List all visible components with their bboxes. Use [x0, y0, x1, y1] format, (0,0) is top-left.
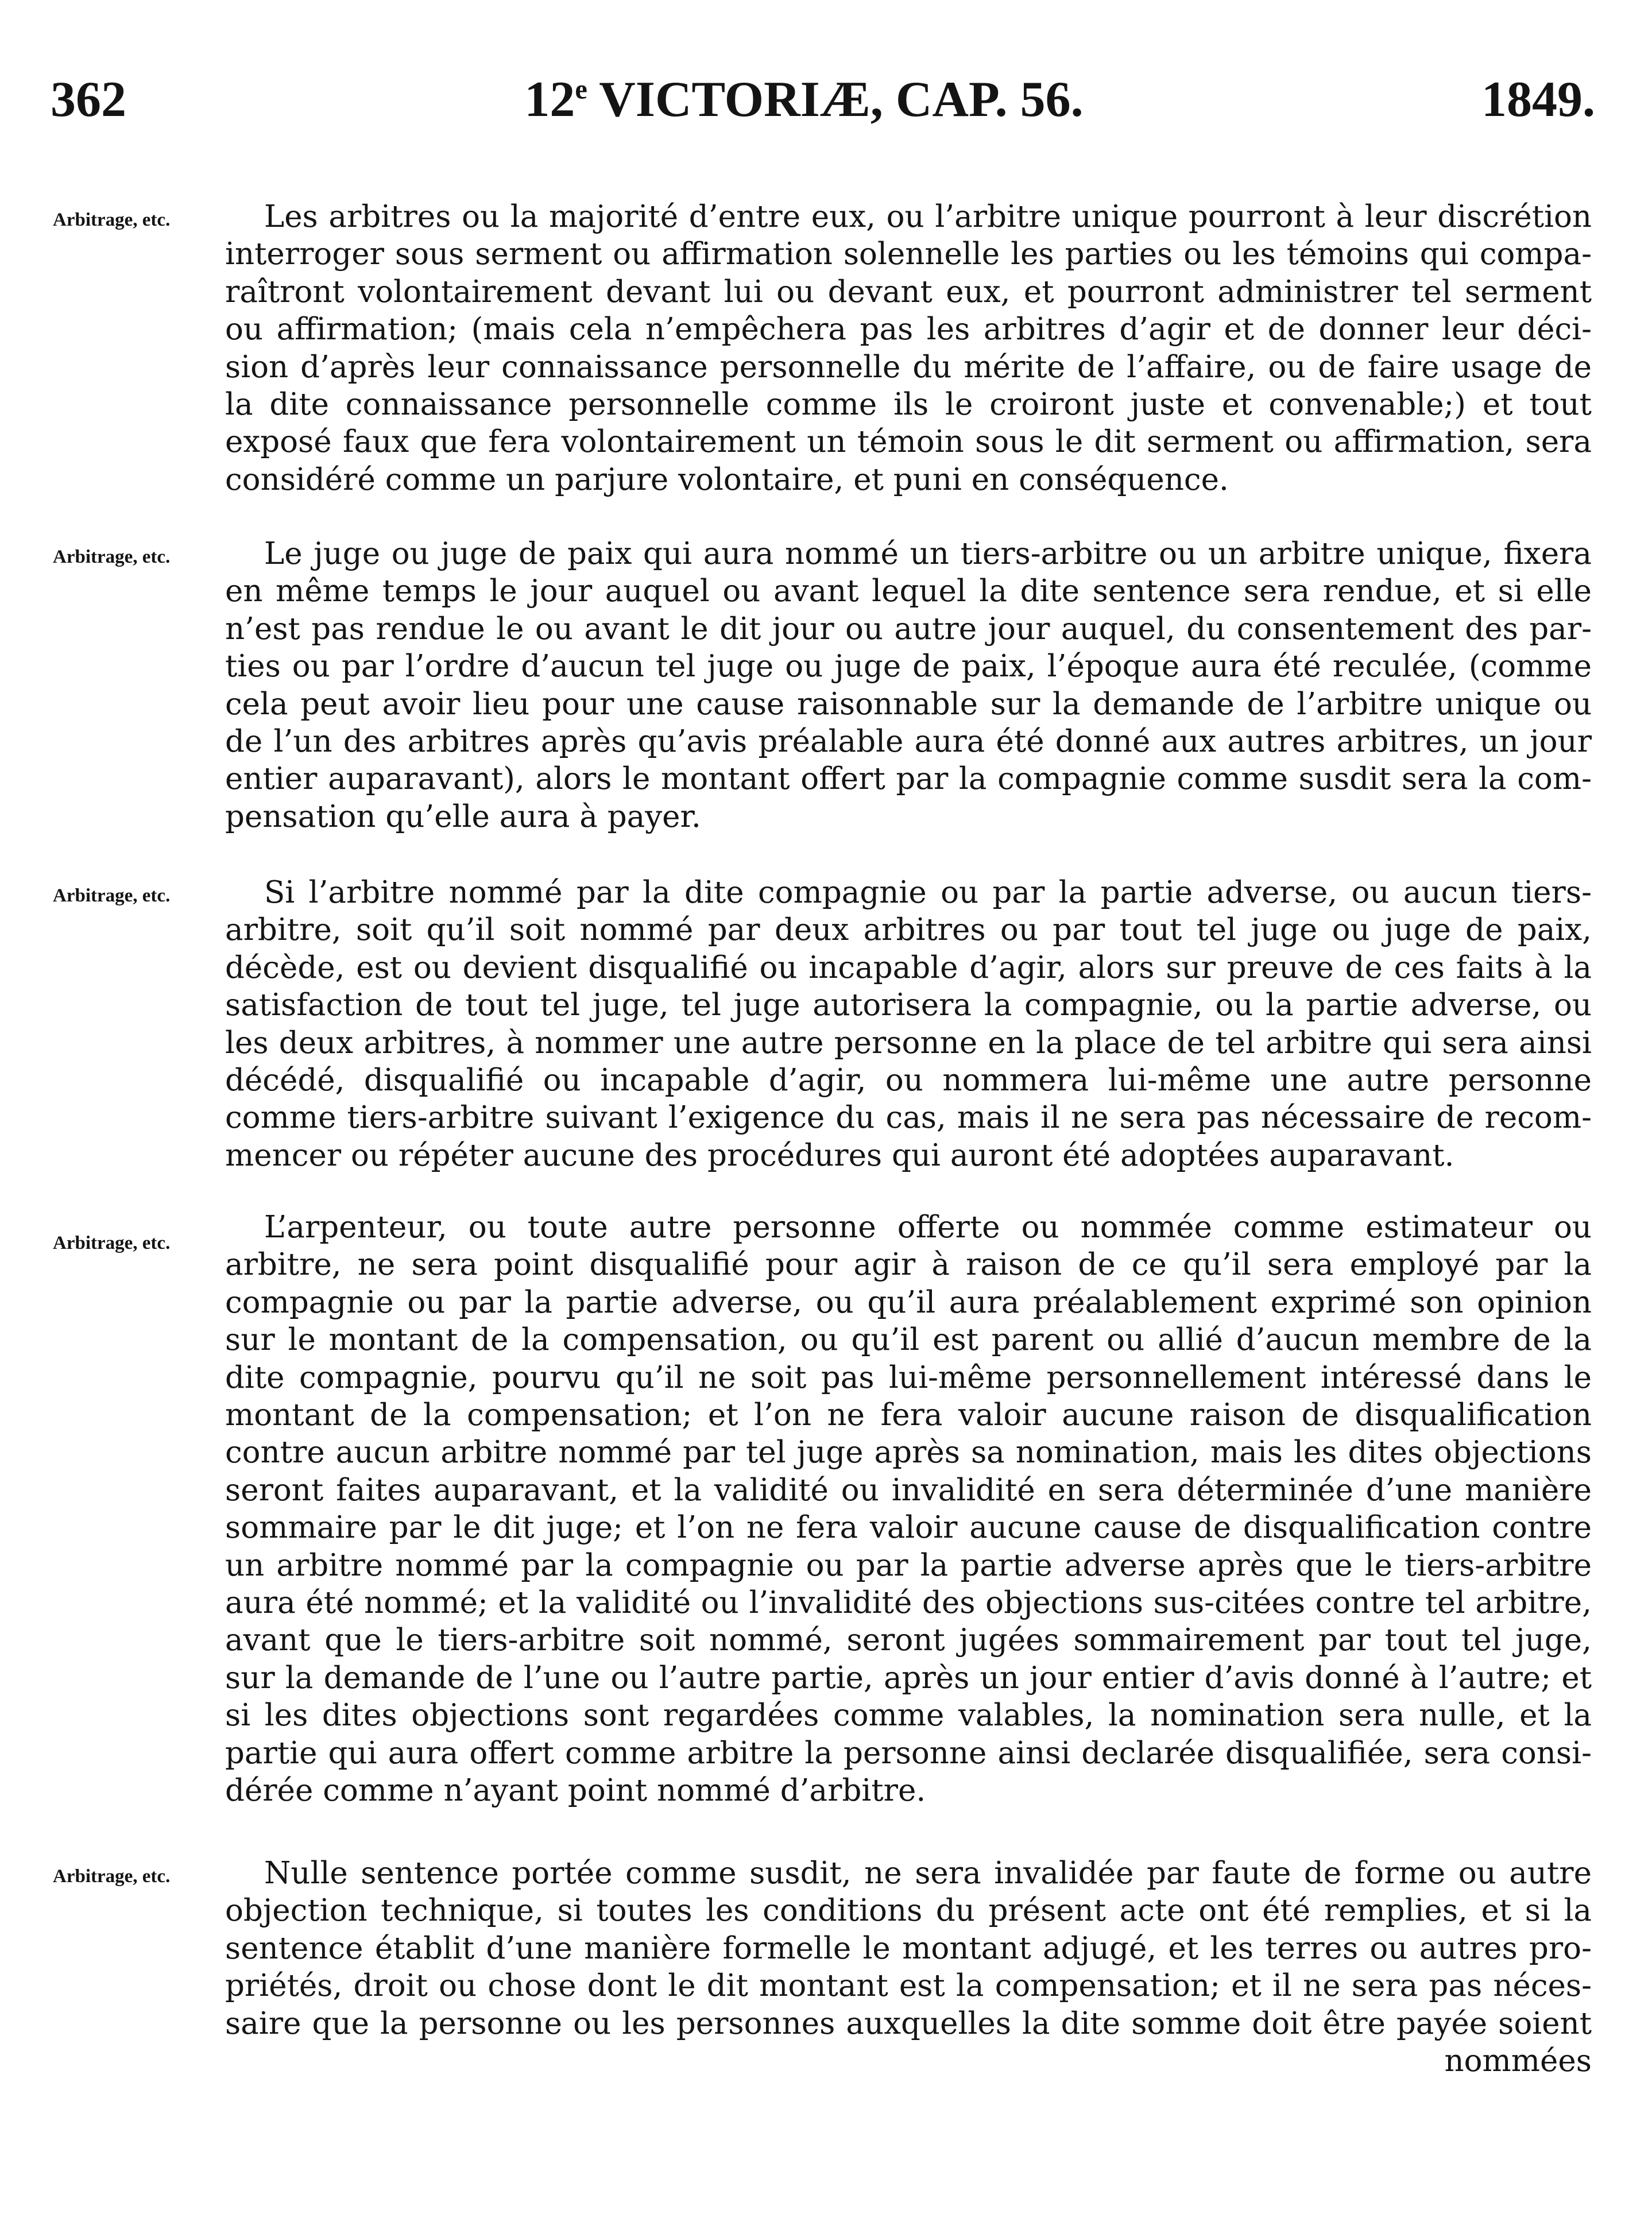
margin-note: Arbitrage, etc.	[53, 210, 171, 230]
paragraph: Nulle sentence portée comme susdit, ne sera invalidée par faute de forme ou autre objection technique, si toutes les conditions du présent acte ont été remplies, et si la sentence établit d’une manière formelle le montant adjugé, et les terres ou autres pro-priétés, droit ou chose dont le dit montant est la compensation; et il ne sera pas néces-saire que la personne ou les personnes auxquelles la dite somme doit être payée soient nommées	[225, 1856, 1592, 2079]
paragraph: Le juge ou juge de paix qui aura nommé un tiers-arbitre ou un arbitre unique, fixera en même temps le jour auquel ou avant lequel la dite sentence sera rendue, et si elle n’est pas rendue le ou avant le dit jour ou autre jour auquel, du consentement des par-ties ou par l’ordre d’aucun tel juge ou juge de paix, l’époque aura été reculée, (comme cela peut avoir lieu pour une cause raisonnable sur la demande de l’arbitre unique ou de l’un des arbitres après qu’avis préalable aura été donné aux autres arbitres, un jour entier auparavant), alors le montant offert par la compagnie comme susdit sera la com-pensation qu’elle aura à payer.	[225, 536, 1592, 834]
year: 1849.	[1481, 72, 1595, 127]
page-header	[51, 72, 1595, 144]
paragraph: L’arpenteur, ou toute autre personne offerte ou nommée comme estimateur ou arbitre, ne sera point disqualifié pour agir à raison de ce qu’il sera employé par la compagnie ou par la partie adverse, ou qu’il aura préalablement exprimé son opinion sur le montant de la compensation, ou qu’il est parent ou allié d’aucun membre de la dite compagnie, pourvu qu’il ne soit pas lui-même personnellement intéressé dans le montant de la compensation; et l’on ne fera valoir aucune raison de disqualification contre aucun arbitre nommé par tel juge après sa nomination, mais les dites objections seront faites auparavant, et la validité ou invalidité en sera déterminée d’une manière sommaire par le dit juge; et l’on ne fera valoir aucune cause de disqualification contre un arbitre nommé par la compagnie ou par la partie adverse après que le tiers-arbitre aura été nommé; et la validité ou l’invalidité des objections sus-citées contre tel arbitre, avant que le tiers-arbitre soit nommé, seront jugées sommairement par tout tel juge, sur la demande de l’une ou l’autre partie, après un jour entier d’avis donné à l’autre; et si les dites objections sont regardées comme valables, la nomination sera nulle, et la partie qui aura offert comme arbitre la personne ainsi declarée disqualifiée, sera consi-dérée comme n’ayant point nommé d’arbitre.	[225, 1210, 1592, 1809]
running-title	[524, 72, 1084, 127]
title-superscript: e	[575, 74, 587, 105]
margin-note: Arbitrage, etc.	[53, 1233, 171, 1253]
title-main: 12	[524, 72, 575, 127]
paragraph: Si l’arbitre nommé par la dite compagnie ou par la partie adverse, ou aucun tiers-arbitre, soit qu’il soit nommé par deux arbitres ou par tout tel juge ou juge de paix, décède, est ou devient disqualifié ou incapable d’agir, alors sur preuve de ces faits à la satisfaction de tout tel juge, tel juge autorisera la compagnie, ou la partie adverse, ou les deux arbitres, à nommer une autre personne en la place de tel arbitre qui sera ainsi décédé, disqualifié ou incapable d’agir, ou nommera lui-même une autre personne comme tiers-arbitre suivant l’exigence du cas, mais il ne sera pas nécessaire de recom-mencer ou répéter aucune des procédures qui auront été adoptées auparavant.	[225, 875, 1592, 1173]
paragraph: Les arbitres ou la majorité d’entre eux, ou l’arbitre unique pourront à leur discrétion interroger sous serment ou affirmation solennelle les parties ou les témoins qui compa-raîtront volontairement devant lui ou devant eux, et pourront administrer tel serment ou affirmation; (mais cela n’empêchera pas les arbitres d’agir et de donner leur déci-sion d’après leur connaissance personnelle du mérite de l’affaire, ou de faire usage de la dite connaissance personnelle comme ils le croiront juste et convenable;) et tout exposé faux que fera volontairement un témoin sous le dit serment ou affirmation, sera considéré comme un parjure volontaire, et puni en conséquence.	[225, 199, 1592, 497]
page-number: 362	[51, 72, 126, 127]
margin-note: Arbitrage, etc.	[53, 547, 171, 567]
title-rest: VICTORIÆ, CAP. 56.	[587, 72, 1084, 127]
margin-note: Arbitrage, etc.	[53, 885, 171, 906]
margin-note: Arbitrage, etc.	[53, 1866, 171, 1887]
